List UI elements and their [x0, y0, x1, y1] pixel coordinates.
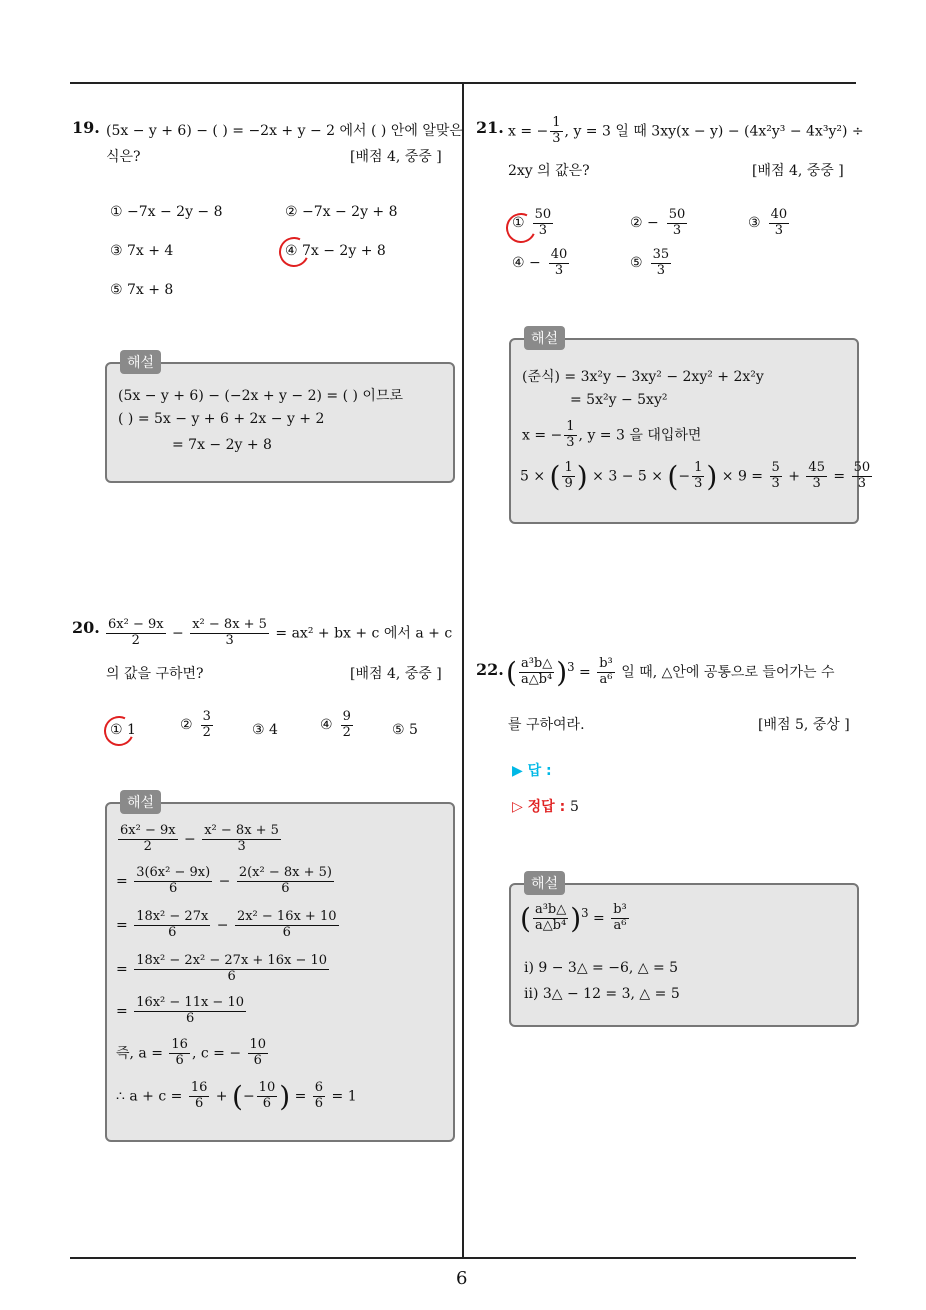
- solution-line-3: = $\frac{\text{18x² − 27x}}{6}$ − $\frac{\text{2x² − 16x + 10}}{6}$: [116, 909, 337, 940]
- question-stem: x = − $\frac{1}{3}$ , y = 3 일 때 3xy(x − y) − (4x²y³ − 4x³y²) ÷: [508, 115, 864, 146]
- solution-line-3: = 7x − 2y + 8: [172, 437, 272, 453]
- option-2[interactable]: ② − $\frac{50}{3}$: [630, 207, 686, 238]
- question-stem-2: 식은?: [106, 149, 141, 165]
- solution-line-1: (준식) = 3x²y − 3xy² − 2xy² + 2x²y: [522, 369, 764, 385]
- score-meta: [배점 5, 중상 ]: [758, 717, 850, 733]
- answer-label[interactable]: ▶ 답 :: [512, 763, 552, 779]
- option-2[interactable]: ② −7x − 2y + 8: [285, 204, 398, 220]
- solution-line-5: = $\frac{\text{16x² − 11x − 10}}{6}$: [116, 995, 245, 1026]
- correct-answer-value: 5: [570, 799, 579, 815]
- question-number: 20.: [72, 618, 100, 637]
- solution-line-6: 즉, a = $\frac{16}{6}$ , c = − $\frac{10}{6}$: [116, 1037, 267, 1068]
- option-3[interactable]: ③ 4: [252, 722, 278, 738]
- solution-line-3: ⅱ) 3△ − 12 = 3, △ = 5: [524, 986, 680, 1002]
- option-5[interactable]: ⑤ 7x + 8: [110, 282, 174, 298]
- option-1[interactable]: ① −7x − 2y − 8: [110, 204, 223, 220]
- solution-line-2: ( ) = 5x − y + 6 + 2x − y + 2: [118, 411, 325, 427]
- question-stem-2: 를 구하여라.: [508, 717, 585, 733]
- option-1[interactable]: ① $\frac{50}{3}$: [512, 207, 552, 238]
- option-5[interactable]: ⑤ 5: [392, 722, 418, 738]
- correct-answer-label: ▷ 정답 : 5: [512, 799, 579, 815]
- question-number: 22.: [476, 660, 504, 679]
- solution-tag: 해설: [120, 350, 161, 374]
- column-divider: [462, 82, 464, 1258]
- solution-line-2: = 5x²y − 5xy²: [570, 392, 668, 408]
- solution-line-7: ∴ a + c = $\frac{16}{6}$ + (− $\frac{10}{6}$ ) = $\frac{6}{6}$ = 1: [116, 1080, 357, 1113]
- option-5[interactable]: ⑤ $\frac{35}{3}$: [630, 247, 670, 278]
- selected-answer-mark: [275, 233, 313, 271]
- solution-line-1: ( $\frac{\text{a³b△}}{\text{a△b⁴}}$ )$^3$ = $\frac{\text{b³}}{\text{a⁶}}$: [520, 902, 627, 935]
- fraction: $\frac{\text{x² − 8x + 5}}{3}$: [192, 617, 267, 648]
- score-meta: [배점 4, 중중 ]: [350, 666, 442, 682]
- solution-tag: 해설: [524, 326, 565, 350]
- option-3[interactable]: ③ $\frac{40}{3}$: [748, 207, 788, 238]
- solution-line-1: $\frac{\text{6x² − 9x}}{2}$ − $\frac{\text{x² − 8x + 5}}{3}$: [120, 823, 279, 854]
- solution-line-4: = $\frac{\text{18x² − 2x² − 27x + 16x − 10}}{6}$: [116, 953, 328, 984]
- score-meta: [배점 4, 중중 ]: [350, 149, 442, 165]
- solution-line-2: ⅰ) 9 − 3△ = −6, △ = 5: [524, 960, 679, 976]
- solution-line-4: 5 × ( $\frac{1}{9}$ ) × 3 − 5 × (− $\frac{1}{3}$ ) × 9 = $\frac{5}{3}$ + $\frac{45}{3}$ = $\frac{50}{3}$: [520, 460, 871, 493]
- option-4[interactable]: ④ − $\frac{40}{3}$: [512, 247, 568, 278]
- question-stem: $\frac{\text{6x² − 9x}}{2}$ − $\frac{\text{x² − 8x + 5}}{3}$ = ax² + bx + c 에서 a + c: [108, 617, 453, 648]
- fraction: $\frac{\text{6x² − 9x}}{2}$: [108, 617, 164, 648]
- question-stem: ( $\frac{\text{a³b△}}{\text{a△b⁴}}$ )$^3$ = $\frac{\text{b³}}{\text{a⁶}}$ 일 때, △안에 공통으로 들어가는 수: [506, 656, 835, 689]
- solution-line-2: = $\frac{\text{3(6x² − 9x)}}{6}$ − $\frac{\text{2(x² − 8x + 5)}}{6}$: [116, 865, 332, 896]
- option-2[interactable]: ② $\frac{3}{2}$: [180, 709, 211, 740]
- selected-answer-mark: [100, 712, 138, 750]
- question-number: 19.: [72, 118, 100, 137]
- solution-line-1: (5x − y + 6) − (−2x + y − 2) = ( ) 이므로: [118, 388, 403, 404]
- question-number: 21.: [476, 118, 504, 137]
- solution-tag: 해설: [120, 790, 161, 814]
- page-number: 6: [456, 1268, 468, 1289]
- score-meta: [배점 4, 중중 ]: [752, 163, 844, 179]
- option-4[interactable]: ④ $\frac{9}{2}$: [320, 709, 351, 740]
- question-stem-2: 2xy 의 값은?: [508, 163, 590, 179]
- option-1[interactable]: ① 1: [110, 722, 136, 738]
- option-4[interactable]: ④ 7x − 2y + 8: [285, 243, 386, 259]
- solution-tag: 해설: [524, 871, 565, 895]
- option-3[interactable]: ③ 7x + 4: [110, 243, 174, 259]
- question-stem-2: 의 값을 구하면?: [106, 666, 204, 682]
- question-stem: (5x − y + 6) − ( ) = −2x + y − 2 에서 ( ) 안에 알맞은: [106, 123, 463, 139]
- bottom-rule: [70, 1257, 856, 1259]
- solution-line-3: x = − $\frac{1}{3}$ , y = 3 을 대입하면: [522, 419, 702, 450]
